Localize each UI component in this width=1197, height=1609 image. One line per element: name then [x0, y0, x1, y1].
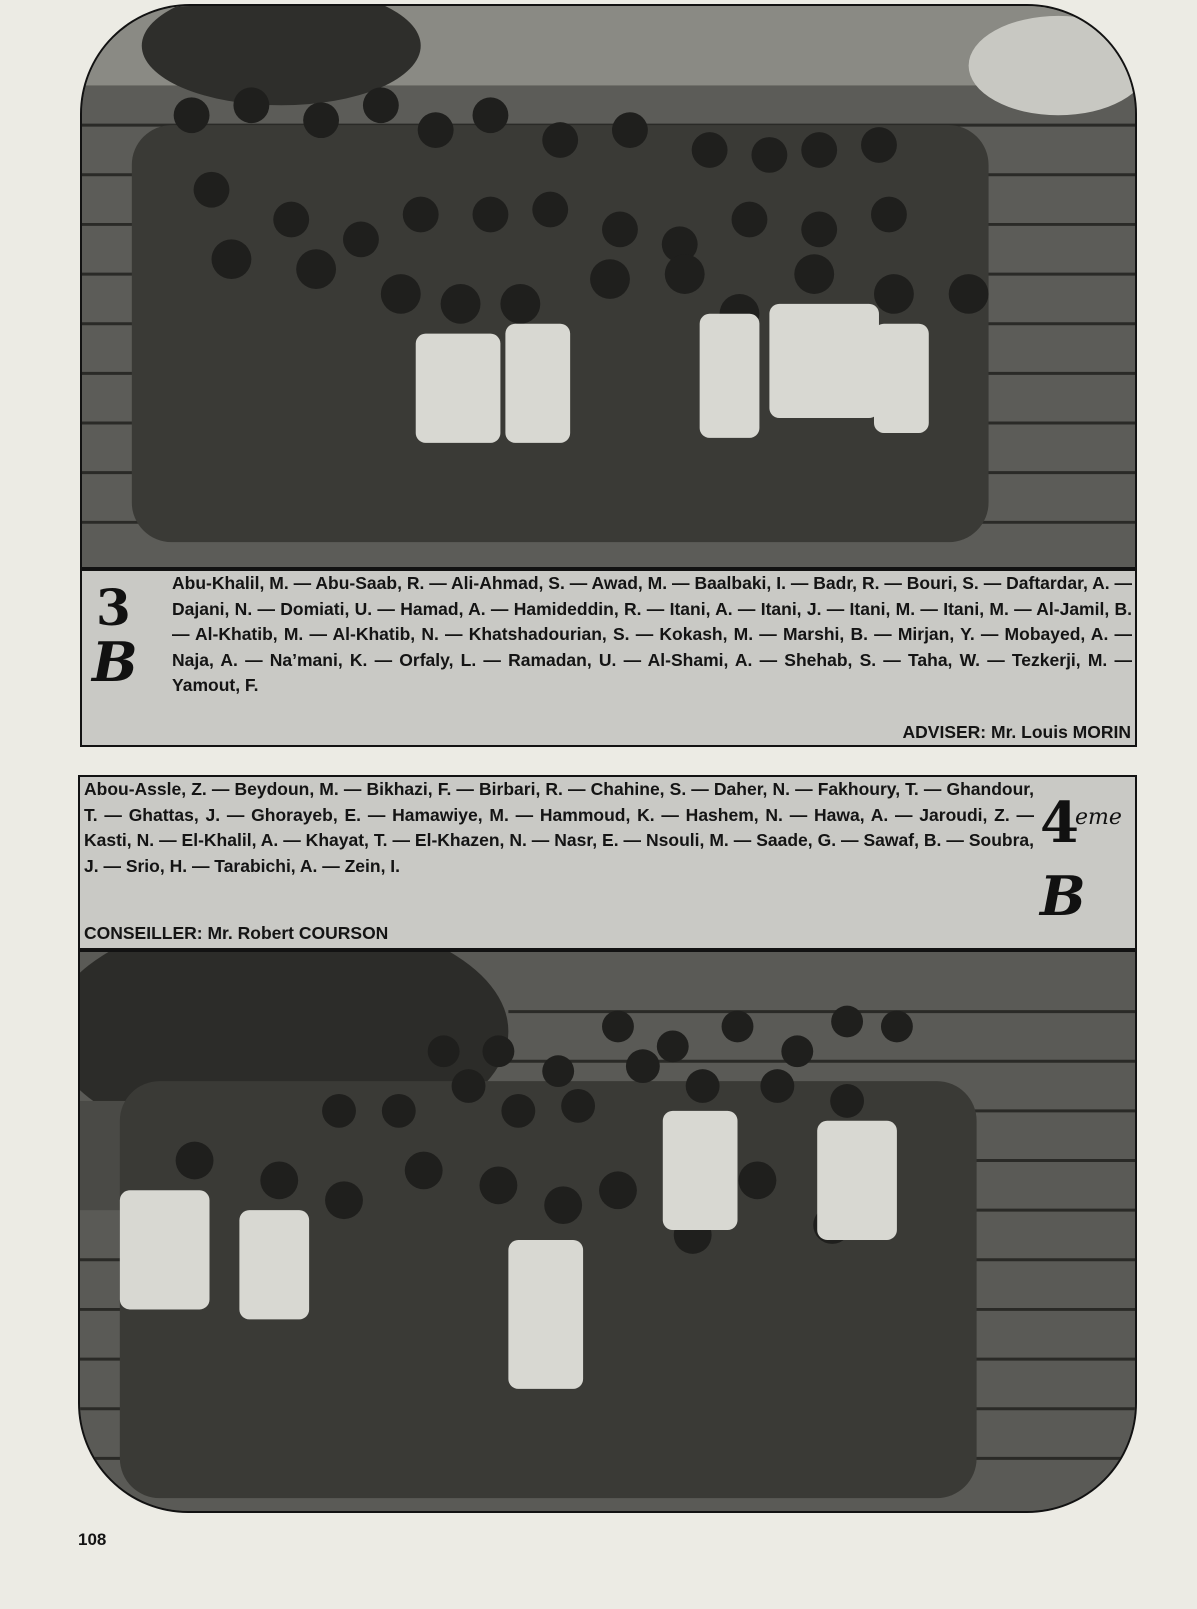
student-names-list: Abu-Khalil, M. — Abu-Saab, R. — Ali-Ahmad, S. — Awad, M. — Baalbaki, I. — Badr, R. — Bouri, S. — Daftardar, A. — Dajani, N. — Domiati, U. — Hamad, A. — Hamideddin, R. — Itani, A. — Itani, J. — Itani, M. — Itani, M. — Al-Jamil, B. — Al-Khatib, M. — Al-Khatib, N. — Khatshadourian, S. — Kokash, M. — Marshi, B. — Mirjan, Y. — Mobayed, A. — Naja, A. — Na’mani, K. — Orfaly, L. — Ramadan, U. — Al-Shami, A. — Shehab, S. — Taha, W. — Tezkerji, M. — Yamout, F. — [172, 573, 1132, 695]
class-letter: B — [92, 630, 138, 694]
class-4eme-b-photo — [78, 950, 1137, 1513]
class-3b-group-photo-image — [82, 6, 1135, 567]
class-4eme-b-caption — [78, 775, 1137, 950]
class-letter: B — [1040, 864, 1086, 928]
class-suffix: eme — [1075, 805, 1122, 830]
class-3b-caption — [80, 569, 1137, 747]
student-names-list: Abou-Assle, Z. — Beydoun, M. — Bikhazi, F. — Birbari, R. — Chahine, S. — Daher, N. — Fakhoury, T. — Ghandour, T. — Ghattas, J. — Ghorayeb, E. — Hamawiye, M. — Hammoud, K. — Hashem, N. — Hawa, A. — Jaroudi, Z. — Kasti, N. — El-Khalil, A. — Khayat, T. — El-Khazen, N. — Nasr, E. — Nsouli, M. — Saade, G. — Sawaf, B. — Soubra, J. — Srio, H. — Tarabichi, A. — Zein, I. — [84, 779, 1034, 876]
class-number: 4 — [1040, 790, 1079, 856]
class-3b-photo — [80, 4, 1137, 569]
class-4eme-b-group-photo-image — [80, 952, 1135, 1511]
adviser-name: CONSEILLER: Mr. Robert COURSON — [84, 923, 389, 943]
adviser-name: ADVISER: Mr. Louis MORIN — [902, 722, 1131, 742]
page-number: 108 — [78, 1530, 107, 1549]
class-number: 3 — [96, 578, 131, 637]
